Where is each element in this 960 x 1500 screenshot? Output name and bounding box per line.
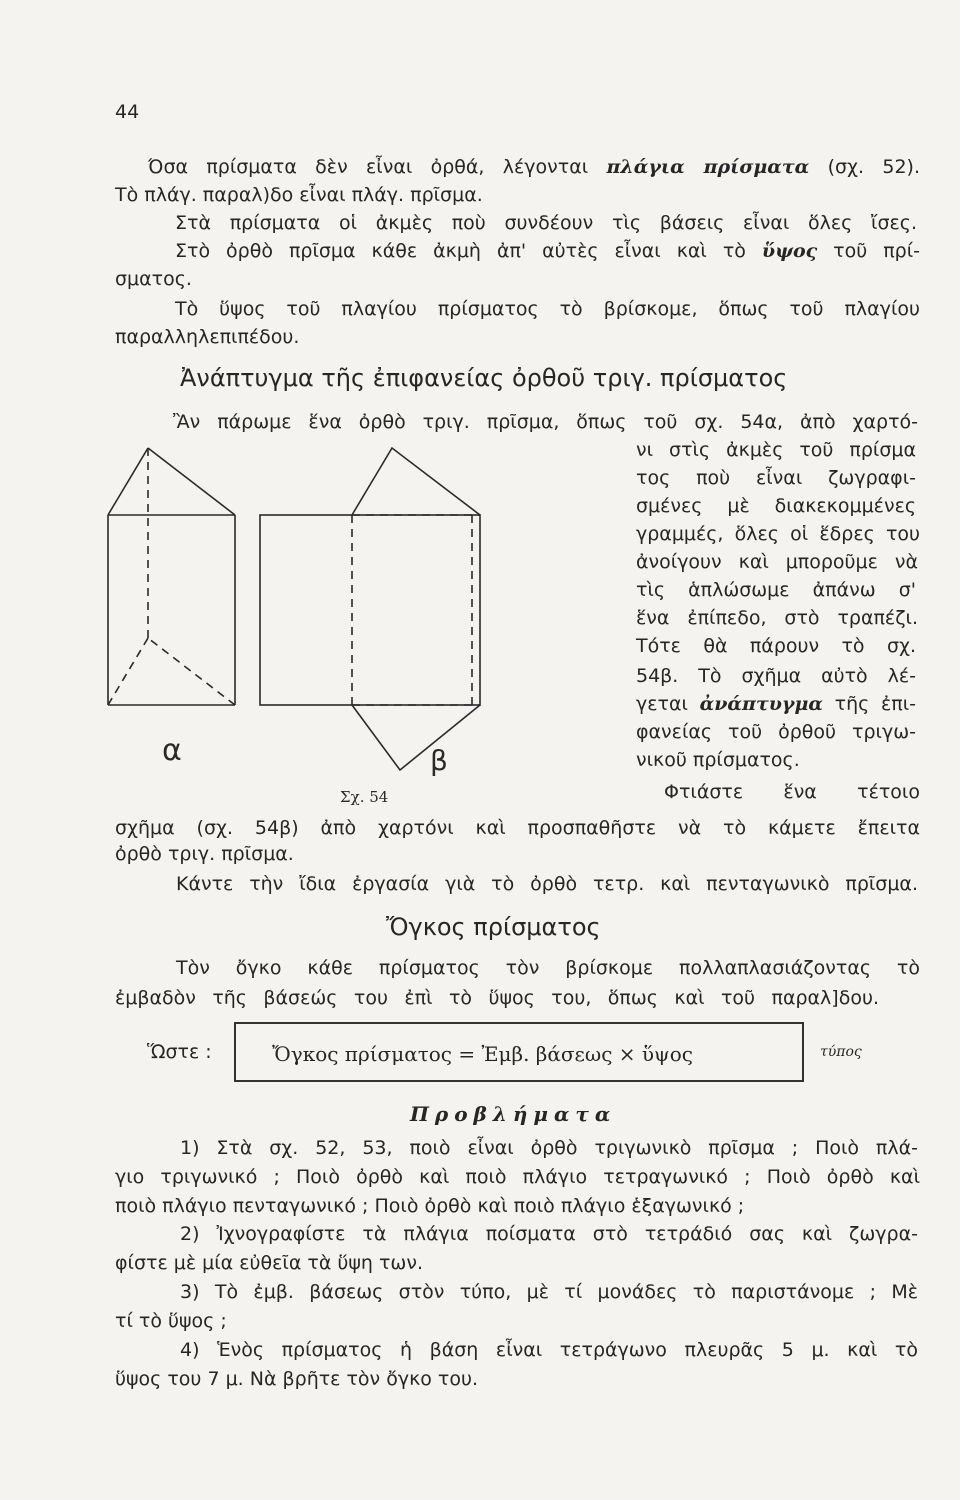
text-fragment: Όσα πρίσματα δὲν εἶναι ὀρθά, λέγονται (148, 156, 607, 178)
problem-line: 3) Τὸ ἐμβ. βάσεως στὸν τύπο, μὲ τί μονάδες τὸ παριστάνομε ; Μὲ (180, 1281, 918, 1303)
problem-line: τί τὸ ὕψος ; (115, 1310, 227, 1332)
side-text-line: ἀνοίγουν καὶ μποροῦμε νὰ (636, 551, 918, 573)
problem-line: ὕψος του 7 μ. Νὰ βρῆτε τὸν ὄγκο του. (115, 1368, 479, 1390)
figure-label-a: α (162, 733, 182, 768)
side-text-line: Φτιάστε ἕνα τέτοιο (664, 781, 920, 803)
text-line: Κάντε τὴν ἴδια ἐργασία γιὰ τὸ ὀρθὸ τετρ. καὶ πενταγωνικὸ πρῖσμα. (176, 873, 918, 895)
problem-line: 4) Ἑνὸς πρίσματος ἡ βάση εἶναι τετράγωνο πλευρᾶς 5 μ. καὶ τὸ (180, 1339, 918, 1361)
text-line: Τὸ ὕψος τοῦ πλαγίου πρίσματος τὸ βρίσκομε, ὅπως τοῦ πλαγίου (175, 298, 920, 320)
text-line: Τὸ πλάγ. παραλ)δο εἶναι πλάγ. πρῖσμα. (115, 184, 483, 206)
problem-line: γιο τριγωνικό ; Ποιὸ ὀρθὸ καὶ ποιὸ πλάγιο τετραγωνικό ; Ποιὸ ὀρθὸ καὶ (115, 1166, 920, 1188)
side-text-line: νι στὶς ἀκμὲς τοῦ πρίσμα (636, 439, 916, 461)
prism-drawing (108, 448, 235, 705)
side-text-line: τος ποὺ εἶναι ζωγραφι- (636, 467, 916, 489)
text-fragment: γεται (636, 693, 700, 715)
side-text-line: σμένες μὲ διακεκομμένες (636, 495, 916, 517)
text-line: σχῆμα (σχ. 54β) ἀπὸ χαρτόνι καὶ προσπαθῆστε νὰ τὸ κάμετε ἔπειτα (115, 817, 920, 839)
text-line: Τὸν ὄγκο κάθε πρίσματος τὸν βρίσκομε πολλαπλασιάζοντας τὸ (176, 957, 920, 979)
side-text-line: φανείας τοῦ ὀρθοῦ τριγω- (636, 721, 916, 743)
text-line: παραλληλεπιπέδου. (115, 326, 300, 348)
text-fragment: Στὸ ὀρθὸ πρῖσμα κάθε ἀκμὴ ἀπ' αὐτὲς εἶναι καὶ τὸ (175, 240, 762, 262)
side-text-line: 54β. Τὸ σχῆμα αὐτὸ λέ- (636, 665, 916, 687)
text-line: ἐμβαδὸν τῆς βάσεώς του ἐπὶ τὸ ὕψος του, ὅπως καὶ τοῦ παραλ]δου. (115, 987, 879, 1009)
text-line (175, 239, 920, 263)
text-fragment: τῆς ἐπι- (822, 693, 916, 715)
side-text-line: ἕνα ἐπίπεδο, στὸ τραπέζι. (636, 607, 918, 629)
problems-heading: Προβλήματα (410, 1102, 617, 1126)
term-oblique-prisms: πλάγια πρίσματα (606, 156, 810, 178)
formula-tag: τύπος (820, 1044, 862, 1060)
text-line: Στὰ πρίσματα οἱ ἀκμὲς ποὺ συνδέουν τὶς βάσεις εἶναι ὅλες ἴσες. (175, 212, 917, 234)
term-development: ἀνάπτυγμα (699, 693, 823, 715)
text-line: σματος. (115, 268, 192, 290)
text-fragment: τοῦ πρί- (817, 240, 921, 262)
text-line (148, 155, 920, 179)
side-text-line: τὶς ἁπλώσωμε ἀπάνω σ' (636, 579, 916, 601)
problem-line: 2) Ἰχνογραφίστε τὰ πλάγια ποίσματα στὸ τετράδιό σας καὶ ζωγρα- (180, 1223, 918, 1245)
volume-formula: Ὄγκος πρίσματος = Ἐμβ. βάσεως × ὕψος (272, 1042, 693, 1066)
figure-54 (100, 440, 620, 820)
problem-line: φίστε μὲ μία εὐθεῖα τὰ ὕψη των. (115, 1252, 423, 1274)
text-line: ὀρθὸ τριγ. πρῖσμα. (115, 843, 294, 865)
text-line: Ἂν πάρωμε ἕνα ὀρθὸ τριγ. πρῖσμα, ὅπως τοῦ σχ. 54α, ἀπὸ χαρτό- (173, 411, 918, 433)
side-text-line: γραμμές, ὅλες οἱ ἕδρες του (636, 523, 920, 545)
section-heading: Ὄγκος πρίσματος (386, 913, 601, 941)
problem-line: 1) Στὰ σχ. 52, 53, ποιὸ εἶναι ὀρθὸ τριγωνικὸ πρῖσμα ; Ποιὸ πλά- (180, 1137, 918, 1159)
figure-label-b: β (430, 744, 448, 777)
prism-net-drawing (260, 448, 480, 770)
text-fragment: (σχ. 52). (809, 156, 920, 178)
side-text-line (636, 692, 916, 716)
figure-caption: Σχ. 54 (340, 788, 389, 806)
page-number: 44 (115, 101, 140, 123)
formula-prefix: Ὥστε : (147, 1041, 212, 1063)
side-text-line: νικοῦ πρίσματος. (636, 749, 800, 771)
term-height: ὕψος (761, 240, 818, 262)
problem-line: ποιὸ πλάγιο πενταγωνικό ; Ποιὸ ὀρθὸ καὶ ποιὸ πλάγιο ἑξαγωνικό ; (115, 1195, 745, 1217)
side-text-line: Τότε θὰ πάρουν τὸ σχ. (636, 635, 916, 657)
section-heading: Ἀνάπτυγμα τῆς ἐπιφανείας ὀρθοῦ τριγ. πρίσματος (180, 364, 788, 392)
